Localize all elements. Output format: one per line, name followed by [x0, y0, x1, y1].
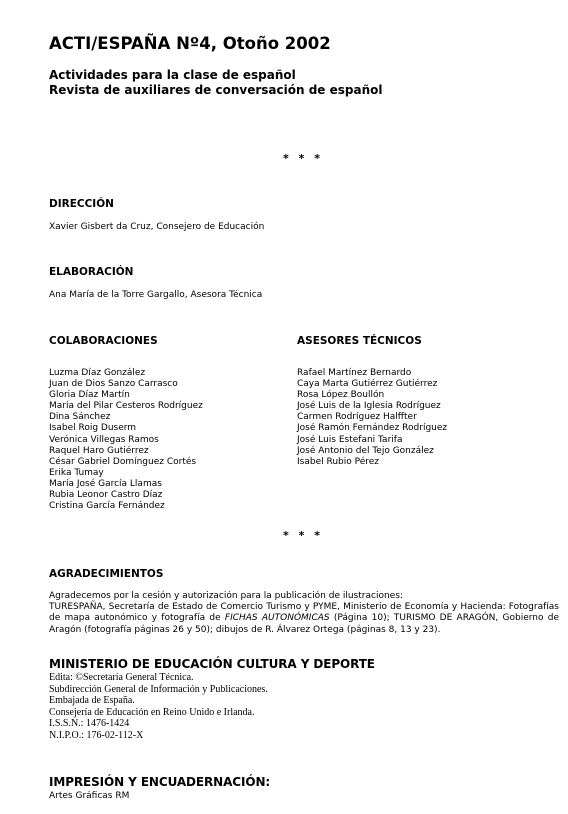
agradecimientos-heading: AGRADECIMIENTOS [49, 568, 164, 580]
impresion-heading: IMPRESIÓN Y ENCUADERNACIÓN: [49, 775, 271, 789]
list-item: José Ramón Fernández Rodríguez [297, 423, 448, 434]
list-item: José Antonio del Tejo González [297, 445, 434, 456]
section-separator: * * * [283, 152, 323, 165]
list-item: María José García Llamas [49, 478, 162, 489]
list-item: Caya Marta Gutiérrez Gutiérrez [297, 379, 438, 390]
list-item: Rafael Martínez Bernardo [297, 368, 412, 378]
list-item: Erika Tumay [49, 467, 104, 478]
ministerio-heading: MINISTERIO DE EDUCACIÓN CULTURA Y DEPORTE [49, 657, 375, 671]
list-item: Rosa López Boullón [297, 390, 385, 401]
list-item: César Gabriel Domínguez Cortés [49, 456, 197, 467]
list-item: José Luis de la Iglesia Rodríguez [297, 401, 441, 412]
colaboraciones-heading: COLABORACIONES [49, 335, 158, 347]
credits-italic-title: FICHAS AUTONÓMICAS [224, 613, 330, 624]
list-item: Juan de Dios Sanzo Carrasco [49, 379, 178, 390]
nipo-line: N.I.P.O.: 176-02-112-X [49, 729, 144, 741]
ministerio-details [49, 672, 268, 742]
direccion-text: Xavier Gisbert da Cruz, Consejero de Educación [49, 222, 265, 232]
asesores-list [297, 368, 447, 468]
list-item: Luzma Díaz González [49, 368, 146, 378]
list-item: Raquel Haro Gutiérrez [49, 445, 149, 456]
agradecimientos-credits [49, 602, 559, 636]
ministerio-line: Consejería de Educación en Reino Unido e Irlanda. [49, 706, 255, 718]
list-item: Cristina García Fernández [49, 501, 165, 512]
list-item: María del Pilar Cesteros Rodríguez [49, 401, 203, 412]
list-item: Isabel Roig Duserm [49, 423, 137, 434]
list-item: José Luis Estefani Tarifa [297, 434, 403, 445]
elaboracion-text: Ana María de la Torre Gargallo, Asesora Técnica [49, 290, 263, 300]
elaboracion-heading: ELABORACIÓN [49, 266, 134, 278]
agradecimientos-text [49, 591, 559, 636]
subtitle-activities: Actividades para la clase de español [49, 68, 296, 82]
colaboraciones-list [49, 368, 203, 512]
list-item: Rubia Leonor Castro Díaz [49, 490, 163, 501]
list-item: Isabel Rubio Pérez [297, 456, 380, 467]
page-title: ACTI/ESPAÑA Nº4, Otoño 2002 [49, 34, 331, 53]
issn-line: I.S.S.N.: 1476-1424 [49, 718, 130, 730]
agradecimientos-intro: Agradecemos por la cesión y autorización para la publicación de ilustraciones: [49, 591, 403, 601]
asesores-heading: ASESORES TÉCNICOS [297, 335, 422, 347]
direccion-heading: DIRECCIÓN [49, 198, 114, 210]
section-separator: * * * [283, 529, 323, 542]
list-item: Gloria Díaz Martín [49, 390, 130, 401]
ministerio-line: Subdirección General de Información y Publicaciones. [49, 683, 268, 695]
list-item: Verónica Villegas Ramos [49, 434, 159, 445]
list-item: Carmen Rodríguez Halffter [297, 412, 417, 423]
credits-text-a: TURESPAÑA, Secretaría de Estado de Comercio Turismo y PYME, Ministerio de Economía y Hacienda: Fotografías de mapa autonómico y fotografía de [49, 602, 559, 624]
subtitle-magazine: Revista de auxiliares de conversación de español [49, 83, 383, 97]
credits-text-b: (Página 10); TURISMO DE ARAGÓN, Gobierno de Aragón (fotografía páginas 26 y 50); dibujos de R. Álvarez Ortega (páginas 8, 13 y 23). [49, 613, 559, 635]
ministerio-line: Embajada de España. [49, 695, 135, 707]
list-item: Dina Sánchez [49, 412, 111, 423]
impresion-text: Artes Gráficas RM [49, 791, 130, 801]
ministerio-line: Edita: ©Secretaría General Técnica. [49, 672, 194, 683]
